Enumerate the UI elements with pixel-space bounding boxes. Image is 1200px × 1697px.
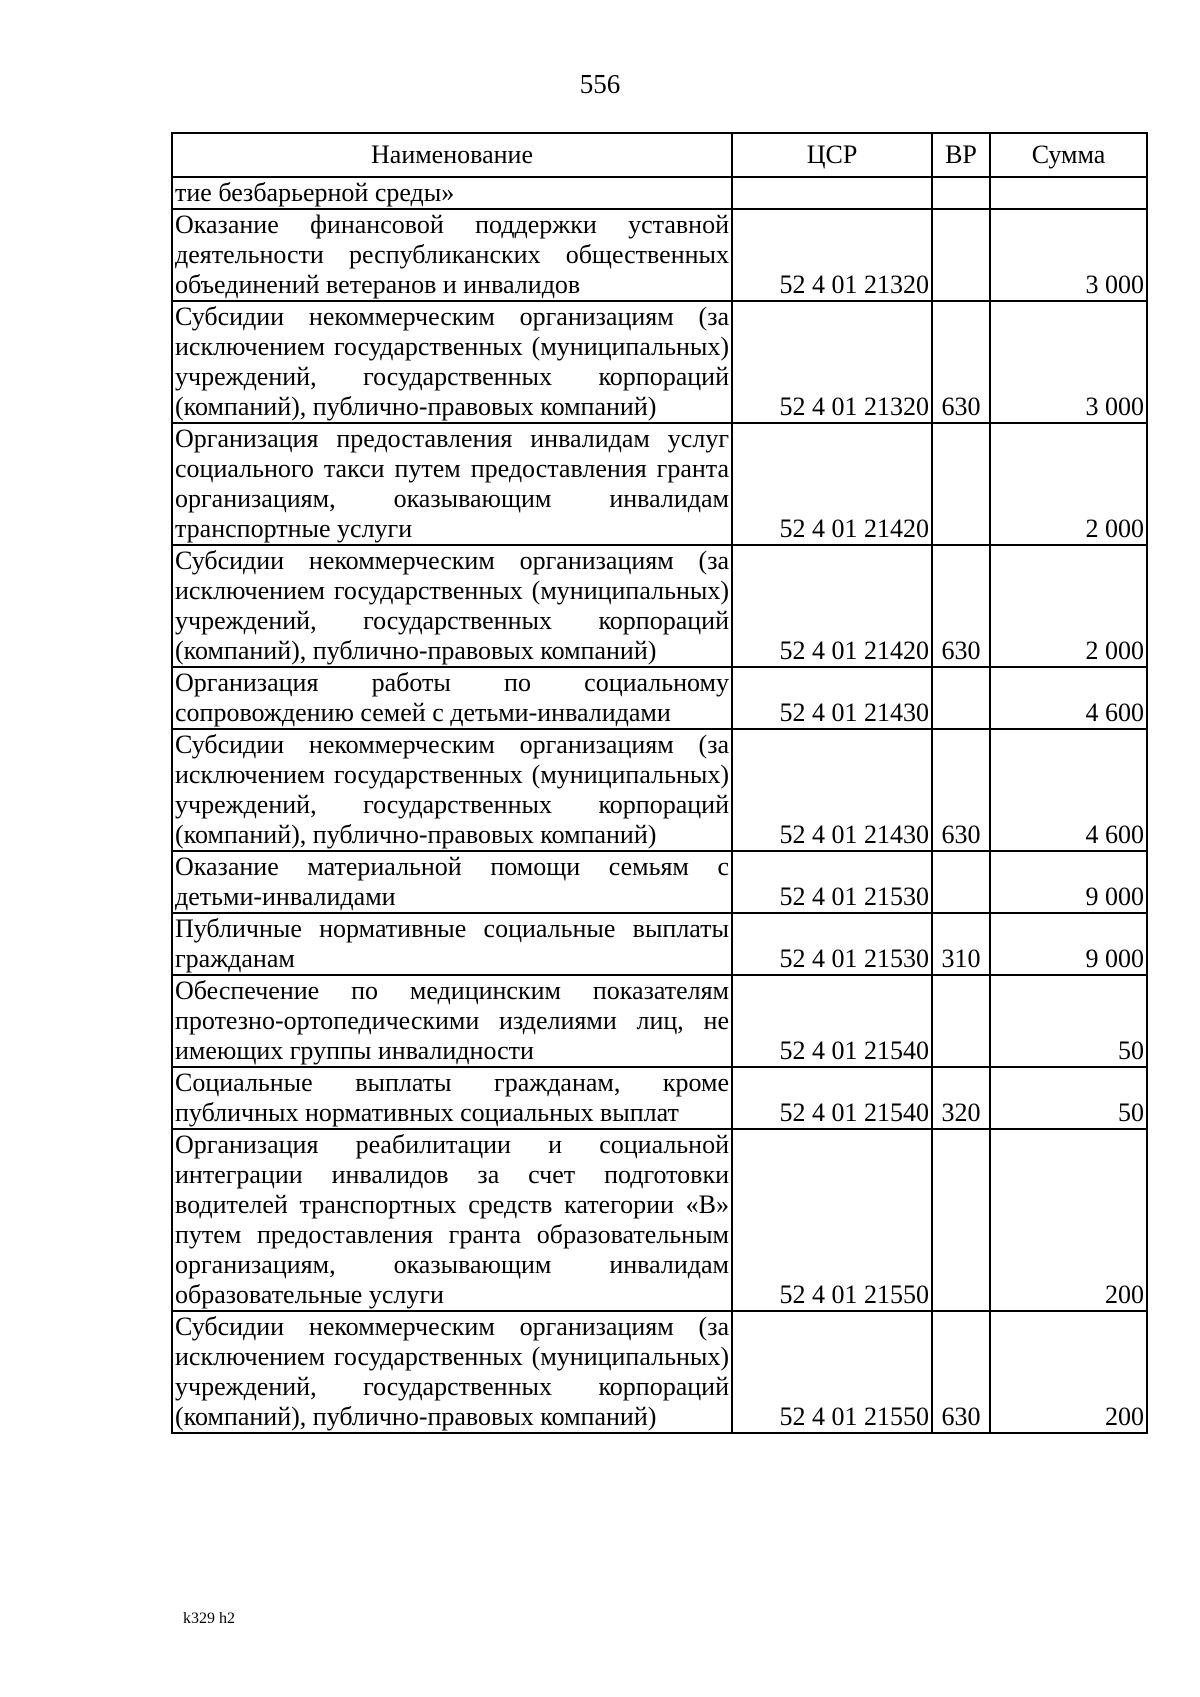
cell-name: Субсидии некоммерческим организациям (за исключением государственных (муниципальных) учреждений, государственных корпораций (компаний), публично-правовых компаний) — [172, 301, 732, 423]
cell-sum: 9 000 — [990, 851, 1147, 913]
cell-csr: 52 4 01 21430 — [732, 667, 932, 729]
cell-vr — [932, 177, 990, 209]
cell-sum: 2 000 — [990, 423, 1147, 545]
table-row — [172, 301, 1147, 423]
cell-csr: 52 4 01 21530 — [732, 913, 932, 975]
cell-name: Субсидии некоммерческим организациям (за исключением государственных (муниципальных) учреждений, государственных корпораций (компаний), публично-правовых компаний) — [172, 729, 732, 851]
cell-vr — [932, 209, 990, 301]
cell-sum: 50 — [990, 975, 1147, 1067]
cell-vr: 320 — [932, 1067, 990, 1129]
budget-table — [171, 132, 1148, 1434]
header-csr: ЦСР — [732, 133, 932, 177]
header-name: Наименование — [172, 133, 732, 177]
cell-name: Организация реабилитации и социальной интеграции инвалидов за счет подготовки водителей транспортных средств категории «В» путем предоставления гранта образовательным организациям, оказывающим инвалидам образовательные услуги — [172, 1129, 732, 1311]
cell-name: Субсидии некоммерческим организациям (за исключением государственных (муниципальных) учреждений, государственных корпораций (компаний), публично-правовых компаний) — [172, 1311, 732, 1433]
cell-vr — [932, 851, 990, 913]
table-row — [172, 1129, 1147, 1311]
cell-csr: 52 4 01 21540 — [732, 1067, 932, 1129]
cell-vr — [932, 1129, 990, 1311]
cell-name: Организация работы по социальному сопровождению семей с детьми-инвалидами — [172, 667, 732, 729]
cell-vr: 630 — [932, 301, 990, 423]
page-number: 556 — [579, 69, 621, 99]
cell-vr — [932, 667, 990, 729]
table-row — [172, 1311, 1147, 1433]
cell-sum: 3 000 — [990, 301, 1147, 423]
cell-sum: 3 000 — [990, 209, 1147, 301]
cell-vr — [932, 423, 990, 545]
cell-csr: 52 4 01 21550 — [732, 1129, 932, 1311]
cell-sum: 200 — [990, 1129, 1147, 1311]
cell-name: тие безбарьерной среды» — [172, 177, 732, 209]
cell-csr: 52 4 01 21320 — [732, 301, 932, 423]
cell-vr — [932, 975, 990, 1067]
cell-name: Оказание материальной помощи семьям с детьми-инвалидами — [172, 851, 732, 913]
table-row — [172, 729, 1147, 851]
cell-vr: 630 — [932, 1311, 990, 1433]
cell-csr: 52 4 01 21540 — [732, 975, 932, 1067]
table-row — [172, 1067, 1147, 1129]
table-row — [172, 177, 1147, 209]
cell-name: Социальные выплаты гражданам, кроме публичных нормативных социальных выплат — [172, 1067, 732, 1129]
cell-vr: 630 — [932, 729, 990, 851]
cell-name: Обеспечение по медицинским показателям протезно-ортопедическими изделиями лиц, не имеющих группы инвалидности — [172, 975, 732, 1067]
cell-vr: 310 — [932, 913, 990, 975]
cell-csr: 52 4 01 21420 — [732, 545, 932, 667]
cell-sum: 4 600 — [990, 729, 1147, 851]
header-sum: Сумма — [990, 133, 1147, 177]
table-body — [172, 177, 1147, 1433]
cell-name: Организация предоставления инвалидам услуг социального такси путем предоставления гранта организациям, оказывающим инвалидам транспортные услуги — [172, 423, 732, 545]
table-row — [172, 667, 1147, 729]
cell-sum — [990, 177, 1147, 209]
table-row — [172, 851, 1147, 913]
cell-csr: 52 4 01 21550 — [732, 1311, 932, 1433]
cell-csr: 52 4 01 21430 — [732, 729, 932, 851]
cell-csr — [732, 177, 932, 209]
cell-sum: 50 — [990, 1067, 1147, 1129]
cell-name: Субсидии некоммерческим организациям (за исключением государственных (муниципальных) учреждений, государственных корпораций (компаний), публично-правовых компаний) — [172, 545, 732, 667]
cell-sum: 200 — [990, 1311, 1147, 1433]
cell-name: Оказание финансовой поддержки уставной деятельности республиканских общественных объединений ветеранов и инвалидов — [172, 209, 732, 301]
cell-name: Публичные нормативные социальные выплаты гражданам — [172, 913, 732, 975]
table-row — [172, 423, 1147, 545]
cell-vr: 630 — [932, 545, 990, 667]
cell-csr: 52 4 01 21420 — [732, 423, 932, 545]
table-header-row — [172, 133, 1147, 177]
cell-sum: 9 000 — [990, 913, 1147, 975]
cell-csr: 52 4 01 21530 — [732, 851, 932, 913]
table-row — [172, 975, 1147, 1067]
footer-code: k329 h2 — [183, 1610, 235, 1627]
cell-sum: 2 000 — [990, 545, 1147, 667]
header-vr: ВР — [932, 133, 990, 177]
table-row — [172, 545, 1147, 667]
table-row — [172, 209, 1147, 301]
cell-sum: 4 600 — [990, 667, 1147, 729]
table-row — [172, 913, 1147, 975]
cell-csr: 52 4 01 21320 — [732, 209, 932, 301]
